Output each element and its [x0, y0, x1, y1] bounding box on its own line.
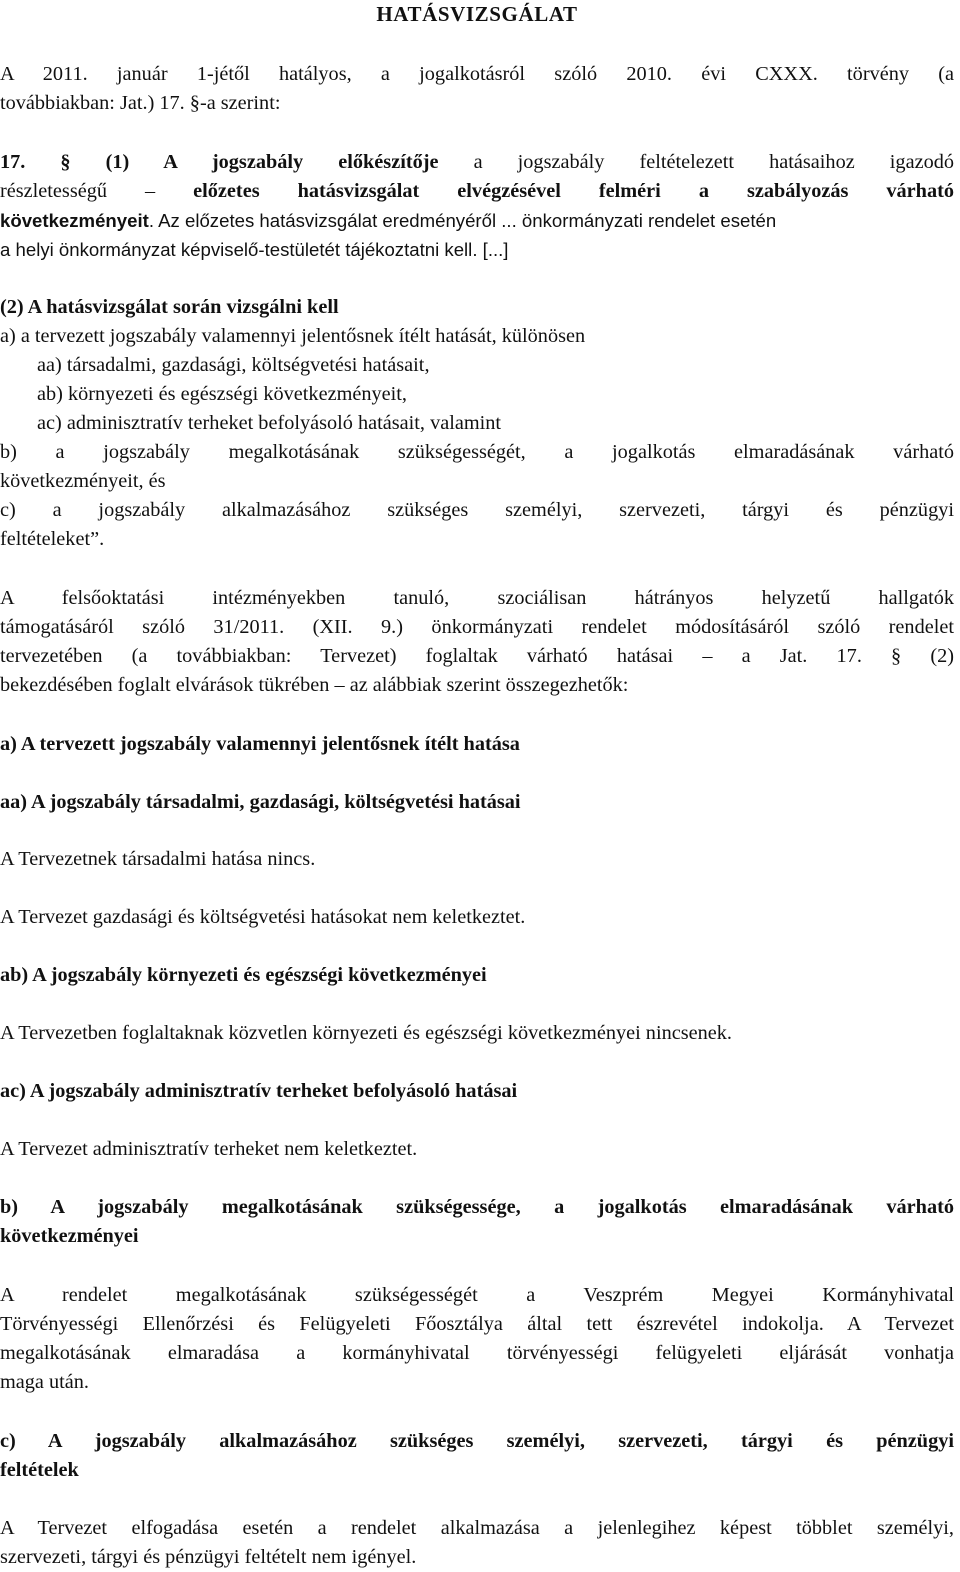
paragraph-b-line-3: megalkotásának elmaradása a kormányhivatal törvényességi felügyeleti eljárását vonhatja [0, 1342, 954, 1364]
heading-b-line-1: b) A jogszabály megalkotásának szükségessége, a jogalkotás elmaradásának várható [0, 1196, 954, 1218]
sec17-text-1: a jogszabály feltételezett hatásaihoz igazodó [438, 151, 954, 173]
sec17-line-2 [0, 177, 954, 206]
sec17-line-1 [0, 148, 954, 177]
sec17-emphasis-3: következményeit [0, 210, 149, 231]
sec17-emphasis-2: előzetes hatásvizsgálat elvégzésével felméri a szabályozás várható [193, 180, 954, 202]
paragraph-ac: A Tervezet adminisztratív terheket nem keletkeztet. [0, 1138, 418, 1160]
heading-aa: aa) A jogszabály társadalmi, gazdasági, költségvetési hatásai [0, 791, 521, 813]
paragraph-aa-1: A Tervezetnek társadalmi hatása nincs. [0, 848, 316, 870]
heading-ab: ab) A jogszabály környezeti és egészségi következményei [0, 964, 487, 986]
summary-line-2: támogatásáról szóló 31/2011. (XII. 9.) önkormányzati rendelet módosításáról szóló rendelet [0, 616, 954, 638]
sec17-line-3 [0, 206, 954, 235]
paragraph-ab: A Tervezetben foglaltaknak közvetlen környezeti és egészségi következményei nincsenek. [0, 1022, 732, 1044]
summary-line-4: bekezdésében foglalt elvárások tükrében – az alábbiak szerint összegezhetők: [0, 674, 629, 696]
sec2-item-ab: ab) környezeti és egészségi következményeit, [37, 383, 407, 405]
summary-line-1: A felsőoktatási intézményekben tanuló, szociálisan hátrányos helyzetű hallgatók [0, 587, 954, 609]
paragraph-c-line-2: szervezeti, tárgyi és pénzügyi feltételt nem igényel. [0, 1546, 417, 1568]
sec17-text-2: részletességű – [0, 180, 194, 202]
intro-line-2: továbbiakban: Jat.) 17. §-a szerint: [0, 92, 281, 114]
sec17-text-3: . Az előzetes hatásvizsgálat eredményéről ... önkormányzati rendelet esetén [148, 210, 777, 231]
paragraph-b-line-2: Törvényességi Ellenőrzési és Felügyeleti Főosztálya által tett észrevétel indokolja. A Tervezet [0, 1313, 954, 1335]
sec2-item-c-line-1: c) a jogszabály alkalmazásához szükséges személyi, szervezeti, tárgyi és pénzügyi [0, 499, 954, 521]
sec17-number: 17. § (1) A [0, 151, 212, 173]
heading-c-line-2: feltételek [0, 1459, 79, 1481]
heading-ac: ac) A jogszabály adminisztratív terheket befolyásoló hatásai [0, 1080, 518, 1102]
sec2-item-b-line-2: következményeit, és [0, 470, 166, 492]
document-title: HATÁSVIZSGÁLAT [376, 2, 578, 26]
sec2-item-ac: ac) adminisztratív terheket befolyásoló hatásait, valamint [37, 412, 502, 434]
paragraph-aa-2: A Tervezet gazdasági és költségvetési hatásokat nem keletkeztet. [0, 906, 526, 928]
paragraph-c-line-1: A Tervezet elfogadása esetén a rendelet alkalmazása a jelenlegihez képest többlet személyi, [0, 1517, 954, 1539]
sec2-item-b-line-1: b) a jogszabály megalkotásának szükségességét, a jogalkotás elmaradásának várható [0, 441, 954, 463]
sec2-item-a: a) a tervezett jogszabály valamennyi jelentősnek ítélt hatását, különösen [0, 325, 586, 347]
sec17-line-4: a helyi önkormányzat képviselő-testületét tájékoztatni kell. [...] [0, 239, 509, 260]
paragraph-b-line-4: maga után. [0, 1371, 89, 1393]
heading-a: a) A tervezett jogszabály valamennyi jelentősnek ítélt hatása [0, 733, 520, 755]
sec2-item-c-line-2: feltételeket”. [0, 528, 105, 550]
sec2-item-aa: aa) társadalmi, gazdasági, költségvetési hatásait, [37, 354, 430, 376]
heading-c-line-1: c) A jogszabály alkalmazásához szükséges személyi, szervezeti, tárgyi és pénzügyi [0, 1430, 954, 1452]
sec17-emphasis-1: jogszabály előkészítője [211, 151, 439, 173]
heading-b-line-2: következményei [0, 1225, 139, 1247]
intro-line-1: A 2011. január 1-jétől hatályos, a jogalkotásról szóló 2010. évi CXXX. törvény (a [0, 63, 954, 85]
summary-line-3: tervezetében (a továbbiakban: Tervezet) foglaltak várható hatásai – a Jat. 17. § (2) [0, 645, 954, 667]
paragraph-b-line-1: A rendelet megalkotásának szükségességét a Veszprém Megyei Kormányhivatal [0, 1284, 954, 1306]
sec2-heading: (2) A hatásvizsgálat során vizsgálni kell [0, 296, 339, 318]
